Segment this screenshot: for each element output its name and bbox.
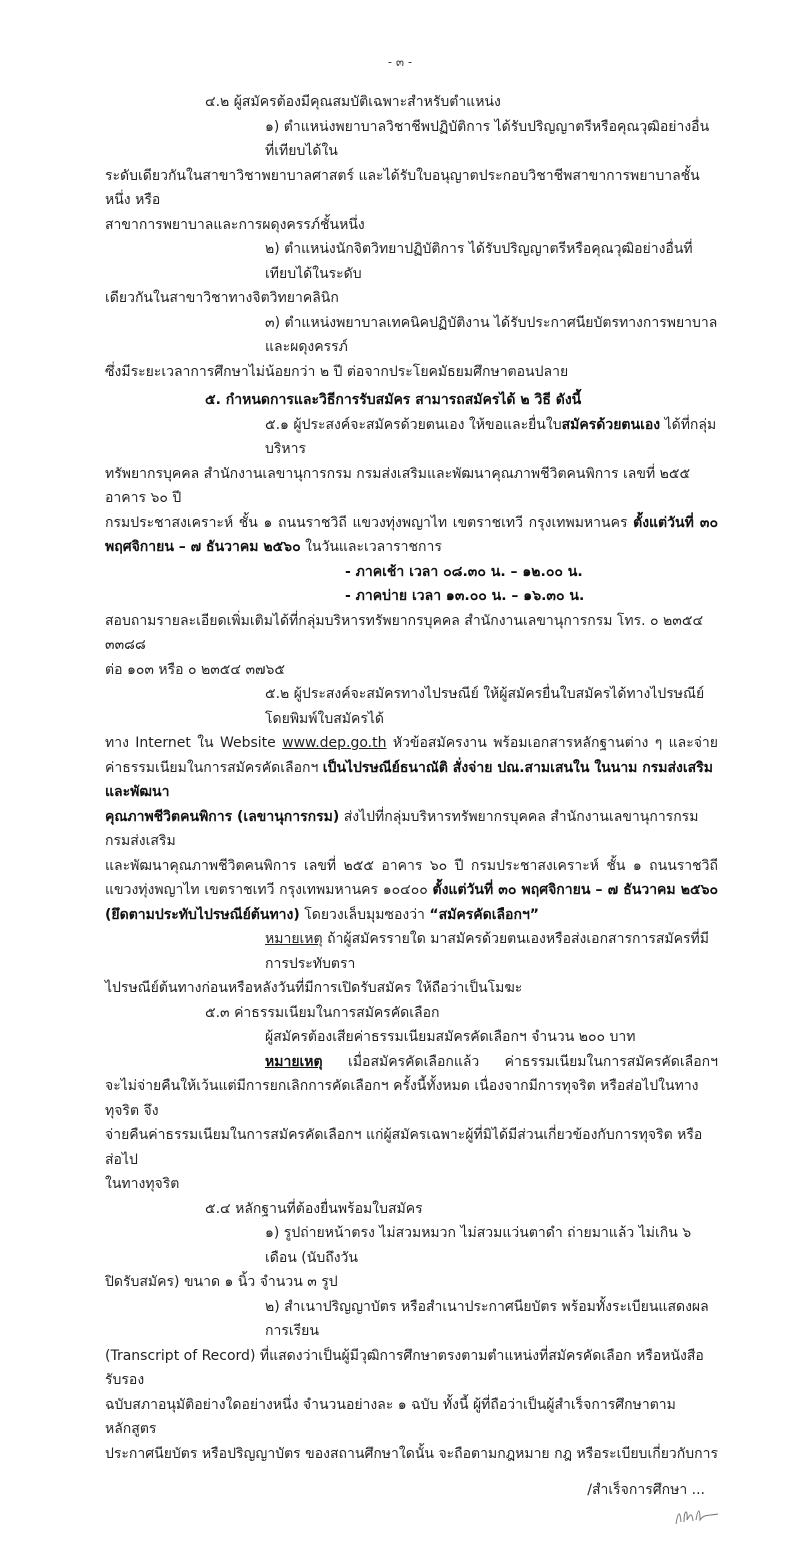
text-segment: พฤศจิกายน – ๗ ธันวาคม ๒๕๖๐ xyxy=(105,539,301,555)
text-line xyxy=(105,360,718,385)
text-segment: คุณภาพชีวิตคนพิการ (เลขานุการกรม) xyxy=(105,808,340,825)
text-segment: ๕.๒ ผู้ประสงค์จะสมัครทางไปรษณีย์ ให้ผู้สมัครยื่นใบสมัครได้ทางไปรษณีย์ โดยพิมพ์ใบสมัครได้ xyxy=(265,686,705,727)
text-line xyxy=(265,1221,718,1270)
text-segment: ส่งไปที่กลุ่มบริหารทรัพยากรบุคคล สำนักงานเลขานุการกรม กรมส่งเสริม xyxy=(105,808,699,849)
text-line xyxy=(105,213,718,238)
text-segment: ปิดรับสมัคร) ขนาด ๑ นิ้ว จำนวน ๓ รูป xyxy=(105,1274,338,1290)
text-segment: ทรัพยากรบุคคล สำนักงานเลขานุการกรม กรมส่งเสริมและพัฒนาคุณภาพชีวิตคนพิการ เลขที่ ๒๕๕ อาคาร ๖๐ ปี xyxy=(105,465,691,506)
text-segment: ๒) สำเนาปริญญาบัตร หรือสำเนาประกาศนียบัตร พร้อมทั้งระเบียนแสดงผลการเรียน xyxy=(265,1298,709,1339)
text-segment: (ยึดตามประทับไปรษณีย์ต้นทาง) xyxy=(105,906,300,923)
text-segment: ๑) รูปถ่ายหน้าตรง ไม่สวมหมวก ไม่สวมแว่นตาดำ ถ่ายมาแล้ว ไม่เกิน ๖ เดือน (นับถึงวัน xyxy=(265,1225,692,1266)
text-line xyxy=(105,1123,718,1172)
text-segment: ค่าธรรมเนียมในการสมัครคัดเลือกฯ xyxy=(105,759,323,776)
text-line xyxy=(205,388,718,413)
text-segment: ๒) ตำแหน่งนักจิตวิทยาปฏิบัติการ ได้รับปริญญาตรีหรือคุณวุฒิอย่างอื่นที่เทียบได้ในระดับ xyxy=(265,241,693,282)
text-segment: สอบถามรายละเอียดเพิ่มเติมได้ที่กลุ่มบริหารทรัพยากรบุคคล สำนักงานเลขานุการกรม โทร. ๐ ๒๓๕๔ ๓๓๘๘ xyxy=(105,612,704,653)
text-line xyxy=(105,903,718,928)
continuation-note: /สำเร็จการศึกษา ... xyxy=(587,1482,705,1498)
text-line xyxy=(205,90,718,115)
text-line xyxy=(265,115,718,164)
text-segment: ๑) ตำแหน่งพยาบาลวิชาชีพปฏิบัติการ ได้รับปริญญาตรีหรือคุณวุฒิอย่างอื่นที่เทียบได้ใน xyxy=(265,118,710,159)
text-line xyxy=(105,609,718,658)
text-segment: เมื่อสมัครคัดเลือกแล้ว ค่าธรรมเนียมในการสมัครคัดเลือกฯ xyxy=(322,1053,718,1070)
text-line xyxy=(105,658,718,683)
text-segment: ได้ที่กลุ่มบริหาร xyxy=(265,416,717,457)
text-segment: ผู้สมัครต้องเสียค่าธรรมเนียมสมัครคัดเลือกฯ จำนวน ๒๐๐ บาท xyxy=(265,1029,636,1045)
website-link[interactable]: www.dep.go.th xyxy=(282,735,387,751)
text-segment: ตั้งแต่วันที่ ๓๐ พฤศจิกายน – ๗ ธันวาคม ๒๕๖๐ xyxy=(432,882,718,898)
text-segment: ๓) ตำแหน่งพยาบาลเทคนิคปฏิบัติงาน ได้รับประกาศนียบัตรทางการพยาบาลและผดุงครรภ์ xyxy=(265,314,718,355)
text-line xyxy=(105,1270,718,1295)
text-line xyxy=(105,1442,718,1467)
text-segment: ๕. กำหนดการและวิธีการรับสมัคร สามารถสมัครได้ ๒ วิธี ดังนี้ xyxy=(205,392,582,408)
text-segment: ถ้าผู้สมัครรายใด มาสมัครด้วยตนเองหรือส่งเอกสารการสมัครที่มีการประทับตรา xyxy=(265,931,709,972)
text-line xyxy=(105,462,718,511)
text-line xyxy=(265,682,718,731)
text-segment: ๕.๑ ผู้ประสงค์จะสมัครด้วยตนเอง ให้ขอและยื่นใบ xyxy=(265,416,562,433)
text-segment: กรมประชาสงเคราะห์ ชั้น ๑ ถนนราชวิถี แขวงทุ่งพญาไท เขตราชเทวี กรุงเทพมหานคร xyxy=(105,514,634,531)
text-line xyxy=(105,756,718,805)
text-line xyxy=(105,511,718,536)
text-segment: ๕.๔ หลักฐานที่ต้องยื่นพร้อมใบสมัคร xyxy=(205,1200,423,1217)
text-segment: ทาง Internet ใน Website xyxy=(105,735,283,751)
text-segment: โดยวงเล็บมุมซองว่า xyxy=(299,906,430,923)
text-line xyxy=(105,164,718,213)
text-line xyxy=(105,731,718,756)
text-segment: ระดับเดียวกันในสาขาวิชาพยาบาลศาสตร์ และได้รับใบอนุญาตประกอบวิชาชีพสาขาการพยาบาลชั้นหนึ่ง หรือ xyxy=(105,167,700,208)
text-line xyxy=(265,927,718,976)
text-segment: ๔.๒ ผู้สมัครต้องมีคุณสมบัติเฉพาะสำหรับตำแหน่ง xyxy=(205,94,501,110)
text-line xyxy=(105,1344,718,1393)
text-segment: หัวข้อสมัครงาน พร้อมเอกสารหลักฐานต่าง ๆ และจ่าย xyxy=(386,735,718,751)
note-label: หมายเหตุ xyxy=(265,1053,323,1070)
text-segment: “สมัครคัดเลือกฯ” xyxy=(429,906,540,923)
text-segment: ต่อ ๑๐๓ หรือ ๐ ๒๓๕๔ ๓๗๖๕ xyxy=(105,661,286,678)
text-line xyxy=(265,1295,718,1344)
text-line xyxy=(205,1197,718,1222)
text-segment: - ภาคเช้า เวลา ๐๘.๓๐ น. – ๑๒.๐๐ น. xyxy=(345,563,583,580)
text-line xyxy=(265,1050,718,1075)
text-segment: - ภาคบ่าย เวลา ๑๓.๐๐ น. – ๑๖.๓๐ น. xyxy=(345,588,585,604)
text-line xyxy=(265,237,718,286)
text-line xyxy=(105,805,718,854)
text-segment: จ่ายคืนค่าธรรมเนียมในการสมัครคัดเลือกฯ แก่ผู้สมัครเฉพาะผู้ที่มิได้มีส่วนเกี่ยวข้องกับการทุจริต หรือส่อไป xyxy=(105,1127,703,1168)
text-segment: เดียวกันในสาขาวิชาทางจิตวิทยาคลินิก xyxy=(105,290,339,306)
page-number: - ๓ - xyxy=(387,55,413,69)
text-line xyxy=(265,413,718,462)
text-segment: ไปรษณีย์ต้นทางก่อนหรือหลังวันที่มีการเปิดรับสมัคร ให้ถือว่าเป็นโมฆะ xyxy=(105,980,523,996)
text-segment: ในวันและเวลาราชการ xyxy=(300,539,442,555)
text-segment: สาขาการพยาบาลและการผดุงครรภ์ชั้นหนึ่ง xyxy=(105,216,365,233)
text-line xyxy=(345,560,718,585)
text-segment: ในทางทุจริต xyxy=(105,1176,180,1192)
text-segment: สมัครด้วยตนเอง xyxy=(561,416,661,433)
text-line xyxy=(265,1025,718,1050)
text-segment: ๕.๓ ค่าธรรมเนียมในการสมัครคัดเลือก xyxy=(205,1004,440,1021)
text-line xyxy=(205,1001,718,1026)
text-line xyxy=(105,976,718,1001)
text-line xyxy=(105,1172,718,1197)
text-segment: จะไม่จ่ายคืนให้เว้นแต่มีการยกเลิกการคัดเลือกฯ ครั้งนี้ทั้งหมด เนื่องจากมีการทุจริต หรือส่อไปในทางทุจริต จึง xyxy=(105,1078,699,1119)
text-segment: ประกาศนียบัตร หรือปริญญาบัตร ของสถานศึกษาใดนั้น จะถือตามกฎหมาย กฎ หรือระเบียบเกี่ยวกับการ xyxy=(105,1445,718,1462)
text-line xyxy=(105,1074,718,1123)
text-segment: ฉบับสภาอนุมัติอย่างใดอย่างหนึ่ง จำนวนอย่างละ ๑ ฉบับ ทั้งนี้ ผู้ที่ถือว่าเป็นผู้สำเร็จการศึกษาตามหลักสูตร xyxy=(105,1396,676,1437)
text-segment: ซึ่งมีระยะเวลาการศึกษาไม่น้อยกว่า ๒ ปี ต่อจากประโยคมัธยมศึกษาตอนปลาย xyxy=(105,363,569,380)
text-segment: และพัฒนาคุณภาพชีวิตคนพิการ เลขที่ ๒๕๕ อาคาร ๖๐ ปี กรมประชาสงเคราะห์ ชั้น ๑ ถนนราชวิถี xyxy=(105,857,718,874)
text-line xyxy=(105,535,718,560)
text-segment: แขวงทุ่งพญาไท เขตราชเทวี กรุงเทพมหานคร ๑๐๔๐๐ xyxy=(105,882,433,898)
text-line xyxy=(265,311,718,360)
text-line xyxy=(105,854,718,879)
signature-area xyxy=(0,1502,800,1530)
text-segment: (Transcript of Record) ที่แสดงว่าเป็นผู้มีวุฒิการศึกษาตรงตามตำแหน่งที่สมัครคัดเลือก หรือหนังสือรับรอง xyxy=(105,1347,704,1388)
document-body xyxy=(0,90,800,1466)
text-segment: เป็นไปรษณีย์ธนาณัติ สั่งจ่าย ปณ.สามเสนใน ในนาม กรมส่งเสริมและพัฒนา xyxy=(105,759,713,800)
text-line xyxy=(105,286,718,311)
text-line xyxy=(105,878,718,903)
note-label: หมายเหตุ xyxy=(265,931,323,947)
text-line xyxy=(345,584,718,609)
text-segment: ตั้งแต่วันที่ ๓๐ xyxy=(633,514,718,531)
text-line xyxy=(105,1393,718,1442)
initials-signature xyxy=(672,1502,722,1528)
